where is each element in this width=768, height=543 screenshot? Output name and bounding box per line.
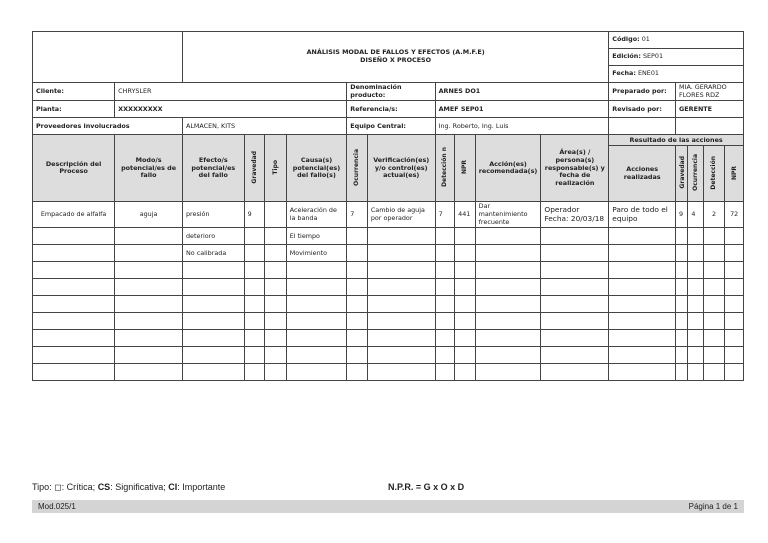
- cell-r-gravedad: 9: [676, 202, 688, 228]
- cell-verificacion: Cambio de aguja por operador: [367, 202, 435, 228]
- empty-cell: [115, 296, 183, 313]
- empty-cell: [725, 296, 744, 313]
- empty-cell: [347, 330, 368, 347]
- empty-cell: [725, 364, 744, 381]
- col-accion: Acción(es) recomendada(s): [475, 135, 541, 202]
- cell-accion: [475, 245, 541, 262]
- table-row: [33, 296, 744, 313]
- tipo-legend: [32, 482, 225, 493]
- revisado-label: Revisado por:: [609, 101, 676, 118]
- revisado-value: GERENTE: [676, 101, 744, 118]
- empty-cell: [455, 296, 476, 313]
- empty-cell: [475, 279, 541, 296]
- planta-value: XXXXXXXXX: [115, 101, 347, 118]
- fecha-cell: [609, 66, 744, 83]
- proveedores-label: Proveedores involucrados: [33, 118, 183, 135]
- empty-cell: [265, 279, 287, 296]
- cell-r-deteccion: [703, 228, 725, 245]
- preparado-value: MIA. GERARDO FLORES RDZ: [676, 83, 744, 101]
- empty-cell: [182, 364, 244, 381]
- empty-cell: [244, 296, 265, 313]
- npr-formula: N.P.R. = G x O x D: [388, 482, 465, 492]
- empty-cell: [115, 262, 183, 279]
- empty-cell: [182, 262, 244, 279]
- table-row: [33, 228, 744, 245]
- col-r-gravedad: Gravedad: [676, 146, 688, 202]
- cell-area: [541, 245, 609, 262]
- cell-efecto: deterioro: [182, 228, 244, 245]
- empty-cell: [435, 330, 455, 347]
- cell-r-ocurrencia: 4: [688, 202, 703, 228]
- empty-cell: [455, 364, 476, 381]
- equipo-value: Ing. Roberto, Ing. Luis: [435, 118, 609, 135]
- empty-cell: [33, 330, 115, 347]
- edicion-label: Edición:: [612, 52, 641, 61]
- col-ocurrencia: Ocurrencia: [347, 135, 368, 202]
- cell-efecto: presión: [182, 202, 244, 228]
- cell-r-npr: 72: [725, 202, 744, 228]
- empty-cell: [286, 347, 347, 364]
- empty-cell: [115, 364, 183, 381]
- empty-cell: [676, 296, 688, 313]
- col-tipo: Tipo: [265, 135, 287, 202]
- empty-cell: [609, 279, 676, 296]
- legend-cs: CS: [97, 482, 111, 492]
- empty-cell: [244, 347, 265, 364]
- proveedores-value: ALMACEN, KITS: [182, 118, 346, 135]
- cell-r-ocurrencia: [688, 245, 703, 262]
- empty-cell: [688, 364, 703, 381]
- denominacion-value: ARNES DO1: [435, 83, 609, 101]
- codigo-value: 01: [641, 35, 650, 44]
- cell-gravedad: [244, 245, 265, 262]
- empty-cell: [182, 296, 244, 313]
- empty-cell: [115, 347, 183, 364]
- edicion-cell: [609, 49, 744, 66]
- empty-cell: [609, 364, 676, 381]
- col-deteccion: Detección n: [435, 135, 455, 202]
- cell-npr: 441: [455, 202, 476, 228]
- empty-cell: [609, 262, 676, 279]
- empty-cell: [688, 296, 703, 313]
- cell-r-gravedad: [676, 228, 688, 245]
- empty-cell: [182, 347, 244, 364]
- cell-gravedad: [244, 228, 265, 245]
- empty-cell: [455, 262, 476, 279]
- empty-cell: [435, 364, 455, 381]
- empty-cell: [286, 364, 347, 381]
- cell-deteccion: [435, 228, 455, 245]
- table-row: [33, 262, 744, 279]
- col-causa: Causa(s) potencial(es) del fallo(s): [286, 135, 347, 202]
- cell-accion: [475, 228, 541, 245]
- title-line-2: DISEÑO X PROCESO: [360, 56, 432, 64]
- cell-descripcion: [33, 228, 115, 245]
- col-area: Área(s) / persona(s) responsable(s) y fecha de realización: [541, 135, 609, 202]
- cell-r-gravedad: [676, 245, 688, 262]
- empty-cell: [688, 279, 703, 296]
- page-footer: [32, 500, 744, 513]
- cell-descripcion: Empacado de alfalfa: [33, 202, 115, 228]
- empty-cell: [703, 364, 725, 381]
- cell-r-deteccion: 2: [703, 202, 725, 228]
- empty-cell: [475, 313, 541, 330]
- empty-cell: [367, 313, 435, 330]
- footer-page-number: Página 1 de 1: [688, 502, 738, 511]
- empty-cell: [367, 262, 435, 279]
- empty-cell: [115, 330, 183, 347]
- empty-cell: [347, 296, 368, 313]
- cell-modo: [115, 245, 183, 262]
- empty-cell: [265, 364, 287, 381]
- empty-cell: [725, 347, 744, 364]
- cell-ocurrencia: [347, 245, 368, 262]
- empty-cell: [676, 330, 688, 347]
- empty-cell: [609, 313, 676, 330]
- empty-cell: [688, 330, 703, 347]
- empty-cell: [541, 296, 609, 313]
- col-gravedad: Gravedad: [244, 135, 265, 202]
- col-r-ocurrencia: Ocurrencia: [688, 146, 703, 202]
- empty-cell: [541, 330, 609, 347]
- empty-cell: [676, 279, 688, 296]
- empty-cell: [475, 330, 541, 347]
- cell-verificacion: [367, 228, 435, 245]
- cell-tipo: [265, 228, 287, 245]
- empty-cell: [475, 262, 541, 279]
- empty-cell: [265, 313, 287, 330]
- denominacion-label: Denominación producto:: [347, 83, 435, 101]
- empty-cell: [541, 313, 609, 330]
- empty-cell: [688, 313, 703, 330]
- empty-cell: [435, 347, 455, 364]
- col-efecto: Efecto/s potencial/es del fallo: [182, 135, 244, 202]
- empty-cell: [435, 262, 455, 279]
- cell-causa: Movimiento: [286, 245, 347, 262]
- empty-cell: [33, 279, 115, 296]
- legend-ci-text: : Importante: [177, 482, 226, 492]
- empty-cell: [286, 313, 347, 330]
- empty-cell: [367, 279, 435, 296]
- empty-cell: [182, 330, 244, 347]
- empty-cell: [286, 296, 347, 313]
- table-row: [33, 347, 744, 364]
- empty-cell: [347, 347, 368, 364]
- table-row: [33, 245, 744, 262]
- cell-acciones-realizadas: [609, 245, 676, 262]
- cell-efecto: No calibrada: [182, 245, 244, 262]
- empty-cell: [609, 330, 676, 347]
- col-verificacion: Verificación(es) y/o control(es) actual(es): [367, 135, 435, 202]
- empty-cell: [676, 347, 688, 364]
- empty-cell: [676, 118, 744, 135]
- col-npr: NPR: [455, 135, 476, 202]
- empty-cell: [676, 364, 688, 381]
- empty-cell: [33, 347, 115, 364]
- empty-cell: [244, 262, 265, 279]
- cell-r-npr: [725, 245, 744, 262]
- data-rows: [33, 202, 744, 381]
- empty-cell: [703, 330, 725, 347]
- empty-cell: [244, 279, 265, 296]
- empty-cell: [676, 262, 688, 279]
- empty-cell: [725, 330, 744, 347]
- empty-cell: [265, 262, 287, 279]
- table-row: [33, 202, 744, 228]
- empty-cell: [703, 262, 725, 279]
- cell-ocurrencia: 7: [347, 202, 368, 228]
- empty-cell: [703, 296, 725, 313]
- cell-area: Operador Fecha: 20/03/18: [541, 202, 609, 228]
- col-modo: Modo/s potencial/es de fallo: [115, 135, 183, 202]
- cell-r-ocurrencia: [688, 228, 703, 245]
- preparado-label: Preparado por:: [609, 83, 676, 101]
- empty-cell: [33, 364, 115, 381]
- empty-cell: [347, 279, 368, 296]
- codigo-cell: [609, 32, 744, 49]
- empty-cell: [33, 296, 115, 313]
- cell-area: [541, 228, 609, 245]
- cell-accion: Dar mantenimiento frecuente: [475, 202, 541, 228]
- empty-cell: [541, 347, 609, 364]
- cell-causa: Aceleración de la banda: [286, 202, 347, 228]
- equipo-label: Equipo Central:: [347, 118, 435, 135]
- empty-cell: [347, 364, 368, 381]
- cell-r-npr: [725, 228, 744, 245]
- empty-cell: [435, 279, 455, 296]
- table-row: [33, 364, 744, 381]
- empty-cell: [286, 330, 347, 347]
- cliente-label: Cliente:: [33, 83, 115, 101]
- empty-cell: [475, 347, 541, 364]
- cell-verificacion: [367, 245, 435, 262]
- table-row: [33, 313, 744, 330]
- referencia-label: Referencia/s:: [347, 101, 435, 118]
- empty-cell: [33, 262, 115, 279]
- empty-cell: [435, 296, 455, 313]
- cell-acciones-realizadas: [609, 228, 676, 245]
- empty-cell: [367, 296, 435, 313]
- empty-cell: [703, 279, 725, 296]
- empty-cell: [33, 313, 115, 330]
- fecha-label: Fecha:: [612, 69, 636, 78]
- codigo-label: Código:: [612, 35, 640, 44]
- empty-cell: [455, 279, 476, 296]
- empty-cell: [541, 364, 609, 381]
- empty-cell: [286, 262, 347, 279]
- cell-descripcion: [33, 245, 115, 262]
- cell-npr: [455, 228, 476, 245]
- document-title: [182, 32, 608, 83]
- empty-cell: [676, 313, 688, 330]
- empty-cell: [703, 313, 725, 330]
- empty-cell: [115, 313, 183, 330]
- empty-cell: [455, 347, 476, 364]
- empty-cell: [244, 330, 265, 347]
- planta-label: Planta:: [33, 101, 115, 118]
- footer-mod: Mod.025/1: [38, 502, 76, 511]
- legend-critica-text: : Crítica;: [61, 482, 98, 492]
- cell-npr: [455, 245, 476, 262]
- empty-cell: [688, 262, 703, 279]
- table-row: [33, 279, 744, 296]
- empty-cell: [286, 279, 347, 296]
- empty-cell: [265, 296, 287, 313]
- cell-modo: [115, 228, 183, 245]
- empty-cell: [455, 313, 476, 330]
- legend-cs-text: : Significativa;: [110, 482, 169, 492]
- empty-cell: [367, 330, 435, 347]
- cell-gravedad: 9: [244, 202, 265, 228]
- empty-cell: [244, 364, 265, 381]
- cell-ocurrencia: [347, 228, 368, 245]
- edicion-value: SEP01: [642, 52, 664, 61]
- amef-table: [32, 31, 744, 381]
- empty-cell: [609, 347, 676, 364]
- title-line-1: ANÁLISIS MODAL DE FALLOS Y EFECTOS (A.M.F.E): [306, 48, 485, 57]
- empty-cell: [182, 313, 244, 330]
- cell-tipo: [265, 245, 287, 262]
- empty-cell: [541, 279, 609, 296]
- legend-critica-symbol: ◻: [54, 482, 62, 492]
- cell-r-deteccion: [703, 245, 725, 262]
- col-acciones-realizadas: Acciones realizadas: [609, 146, 676, 202]
- logo-cell: [33, 32, 183, 83]
- empty-cell: [725, 279, 744, 296]
- legend-tipo-prefix: Tipo:: [32, 482, 55, 492]
- empty-cell: [609, 296, 676, 313]
- col-r-npr: NPR: [725, 146, 744, 202]
- empty-cell: [347, 262, 368, 279]
- col-r-deteccion: Detección: [703, 146, 725, 202]
- cell-deteccion: [435, 245, 455, 262]
- legend-ci: CI: [168, 482, 178, 492]
- col-descripcion: Descripción del Proceso: [33, 135, 115, 202]
- cliente-value: CHRYSLER: [115, 83, 347, 101]
- empty-cell: [475, 364, 541, 381]
- cell-modo: aguja: [115, 202, 183, 228]
- empty-cell: [725, 313, 744, 330]
- empty-cell: [347, 313, 368, 330]
- fecha-value: ENE01: [637, 69, 659, 78]
- cell-acciones-realizadas: Paro de todo el equipo: [609, 202, 676, 228]
- referencia-value: AMEF SEP01: [435, 101, 609, 118]
- empty-cell: [367, 347, 435, 364]
- cell-deteccion: 7: [435, 202, 455, 228]
- table-row: [33, 330, 744, 347]
- empty-cell: [367, 364, 435, 381]
- empty-cell: [541, 262, 609, 279]
- cell-causa: El tiempo: [286, 228, 347, 245]
- empty-cell: [182, 279, 244, 296]
- empty-cell: [703, 347, 725, 364]
- empty-cell: [115, 279, 183, 296]
- empty-cell: [455, 330, 476, 347]
- empty-cell: [609, 118, 676, 135]
- empty-cell: [265, 330, 287, 347]
- empty-cell: [265, 347, 287, 364]
- empty-cell: [725, 262, 744, 279]
- empty-cell: [244, 313, 265, 330]
- cell-tipo: [265, 202, 287, 228]
- empty-cell: [688, 347, 703, 364]
- empty-cell: [475, 296, 541, 313]
- col-resultado: Resultado de las acciones: [609, 135, 744, 146]
- empty-cell: [435, 313, 455, 330]
